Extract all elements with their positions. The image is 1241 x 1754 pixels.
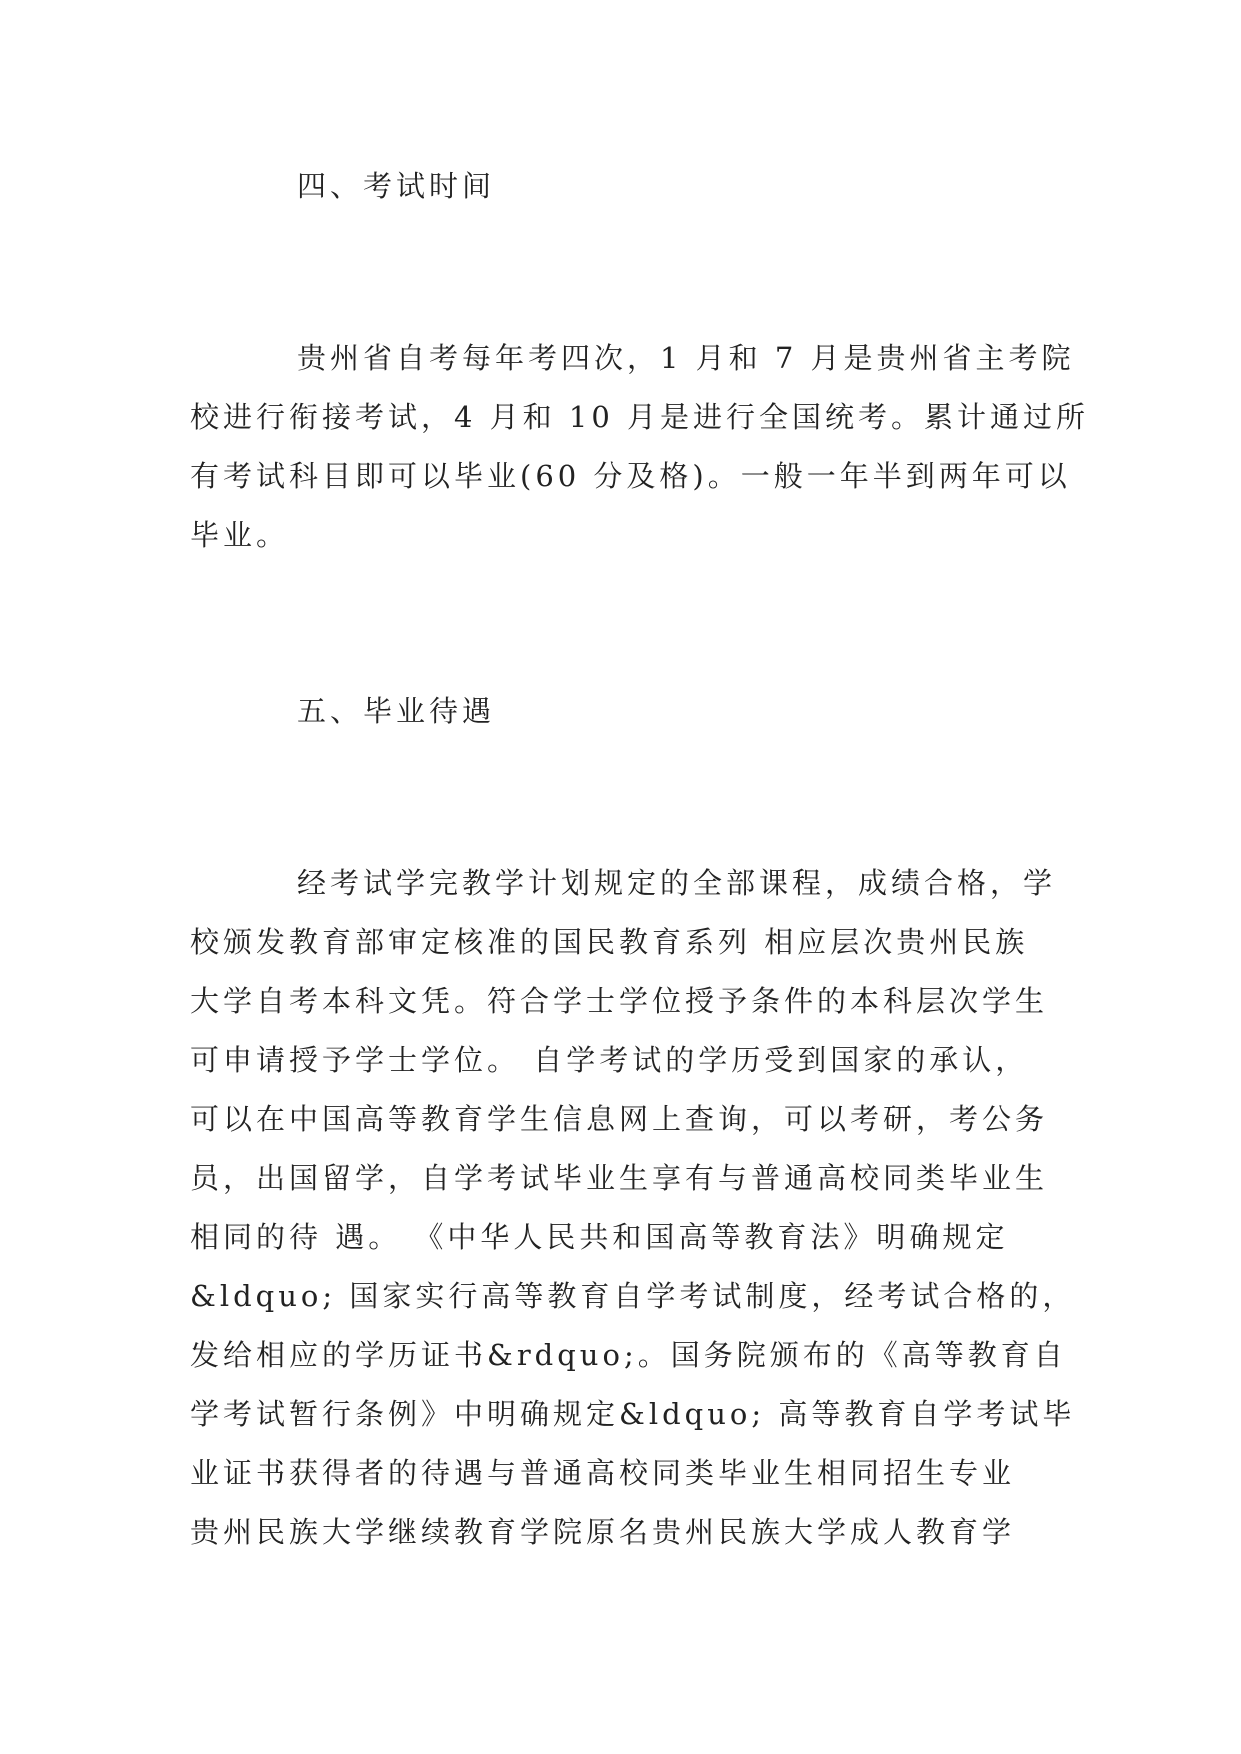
paragraph-line: 学考试暂行条例》中明确规定&ldquo; 高等教育自学考试毕 [190,1397,1076,1431]
paragraph-line: 可申请授予学士学位。 自学考试的学历受到国家的承认， [190,1043,1029,1077]
paragraph-line: 校颁发教育部审定核准的国民教育系列 相应层次贵州民族 [190,925,1029,959]
paragraph-line: 可以在中国高等教育学生信息网上查询，可以考研，考公务 [190,1102,1049,1136]
paragraph-line: 校进行衔接考试，4 月和 10 月是进行全国统考。累计通过所 [190,400,1090,434]
paragraph-exam-time [190,329,1090,565]
paragraph-line: 发给相应的学历证书&rdquo;。国务院颁布的《高等教育自 [190,1338,1067,1372]
section-heading-graduation-benefits: 五、毕业待遇 [297,694,496,728]
paragraph-line: 业证书获得者的待遇与普通高校同类毕业生相同招生专业 [190,1456,1016,1490]
paragraph-line: 有考试科目即可以毕业(60 分及格)。一般一年半到两年可以 [190,459,1071,493]
paragraph-graduation-benefits [190,854,1076,1562]
paragraph-line: 毕业。 [190,518,290,552]
paragraph-line: 贵州民族大学继续教育学院原名贵州民族大学成人教育学 [190,1515,1016,1549]
paragraph-line: &ldquo; 国家实行高等教育自学考试制度，经考试合格的， [190,1279,1076,1313]
paragraph-line: 大学自考本科文凭。符合学士学位授予条件的本科层次学生 [190,984,1049,1018]
section-heading-exam-time: 四、考试时间 [297,169,496,203]
paragraph-line: 经考试学完教学计划规定的全部课程，成绩合格，学 [297,866,1057,900]
paragraph-line: 贵州省自考每年考四次，1 月和 7 月是贵州省主考院 [297,341,1075,375]
paragraph-line: 员，出国留学，自学考试毕业生享有与普通高校同类毕业生 [190,1161,1049,1195]
paragraph-line: 相同的待 遇。 《中华人民共和国高等教育法》明确规定 [190,1220,1009,1254]
